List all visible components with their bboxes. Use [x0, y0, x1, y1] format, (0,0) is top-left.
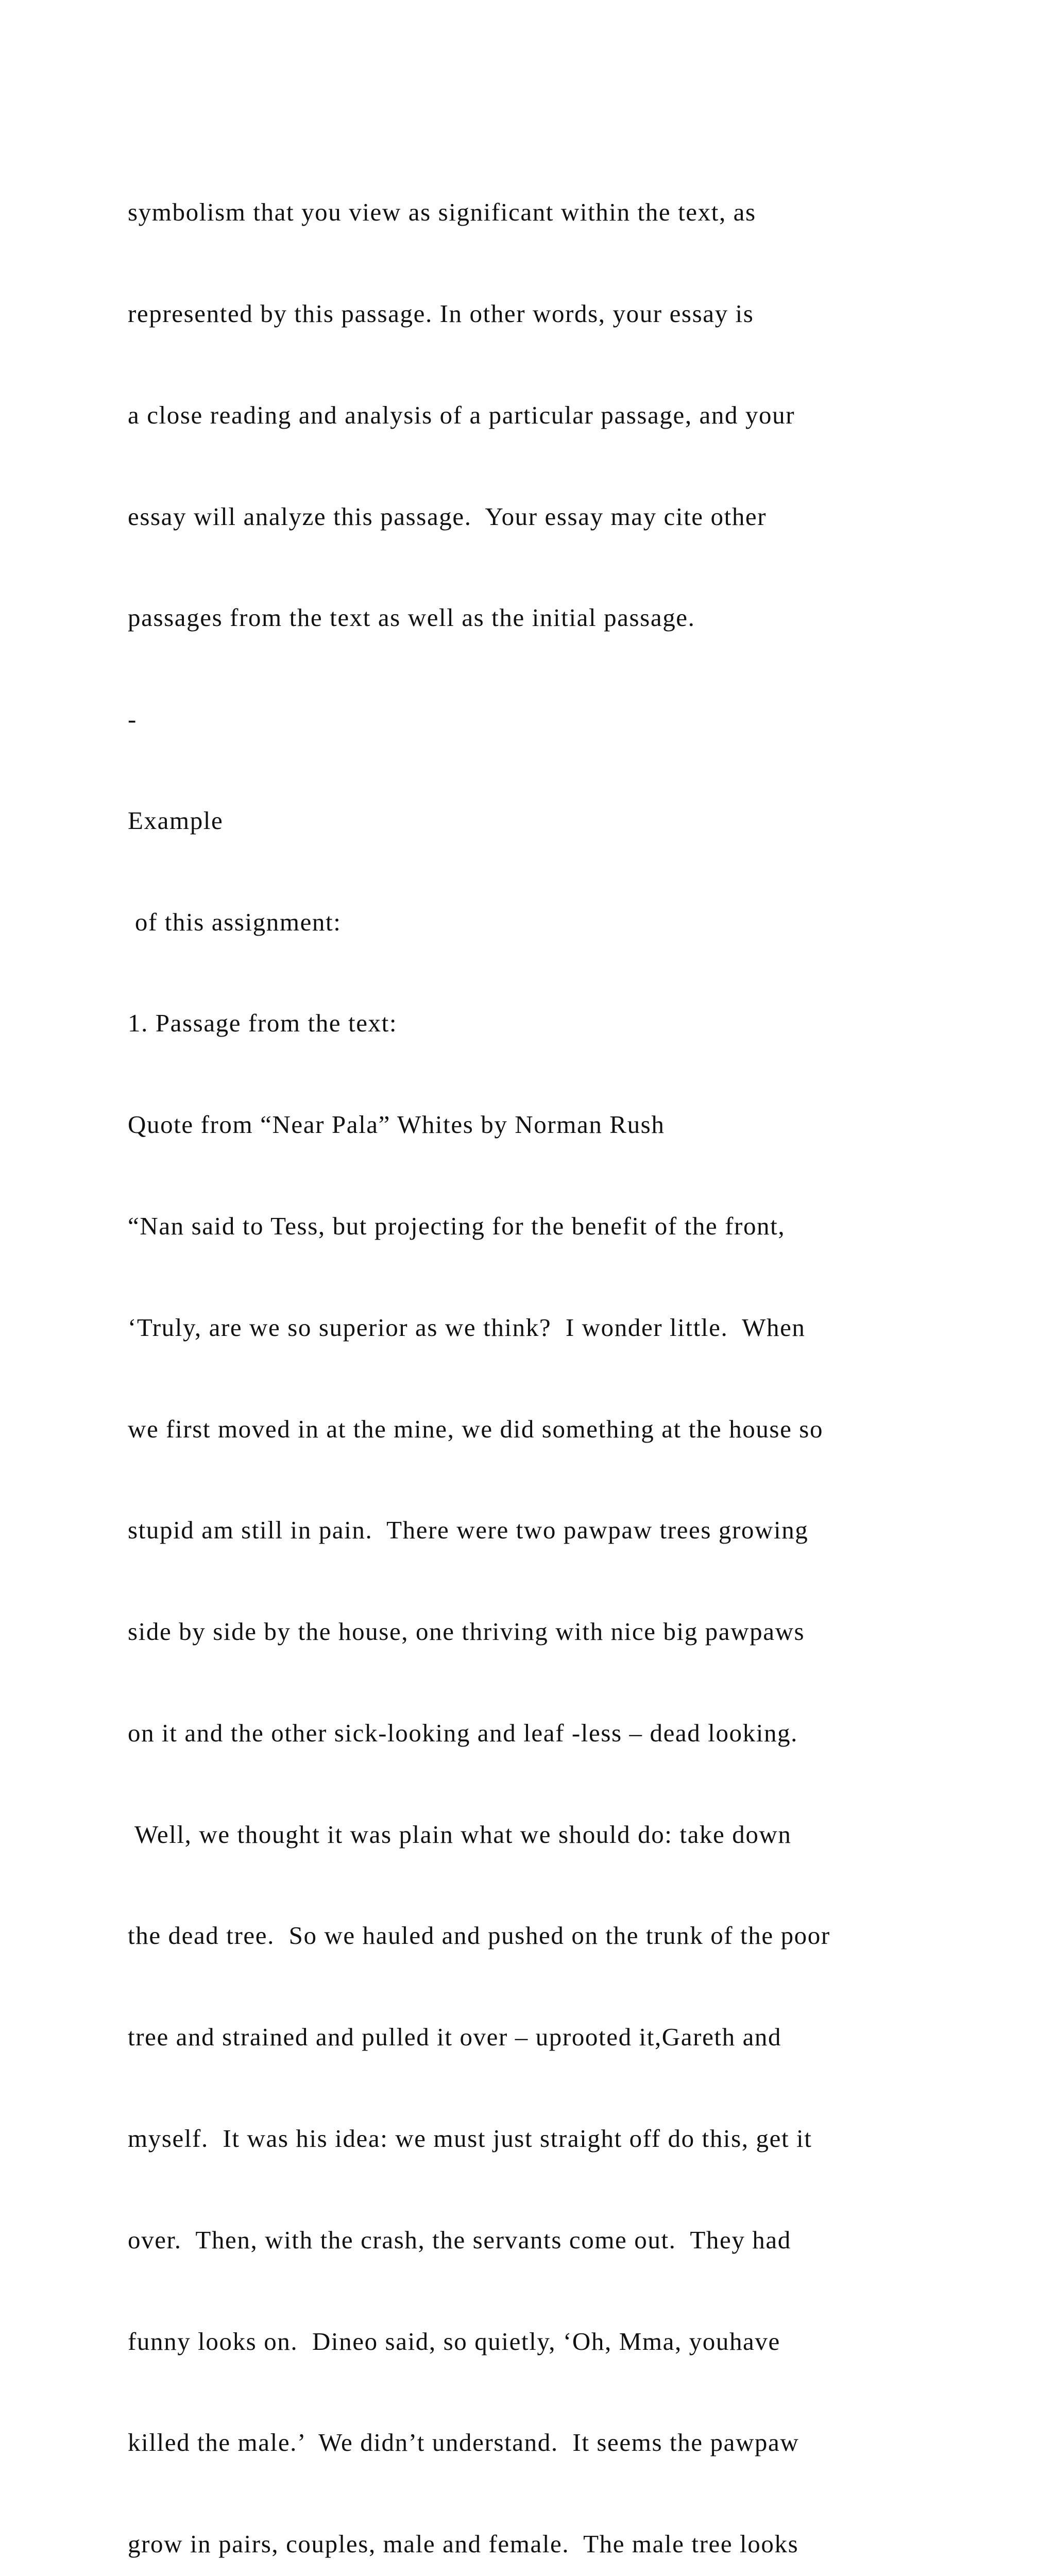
document-body: [128, 128, 1014, 2576]
quote-line: we first moved in at the mine, we did something at the house so: [128, 1414, 824, 1443]
quote-source: Quote from “Near Pala” Whites by Norman Rush: [128, 1110, 665, 1139]
quote-line: grow in pairs, couples, male and female. The male tree looks: [128, 2530, 799, 2558]
text-line: represented by this passage. In other words, your essay is: [128, 299, 754, 328]
example-heading: Example: [128, 806, 224, 835]
quote-line: myself. It was his idea: we must just straight off do this, get it: [128, 2124, 812, 2153]
separator-dash: -: [128, 705, 137, 734]
quote-line: side by side by the house, one thriving with nice big pawpaws: [128, 1617, 805, 1646]
text-line: a close reading and analysis of a particular passage, and your: [128, 400, 795, 429]
quote-line: over. Then, with the crash, the servants come out. They had: [128, 2225, 791, 2254]
text-line: essay will analyze this passage. Your essay may cite other: [128, 502, 767, 531]
quote-line: killed the male.’ We didn’t understand. It seems the pawpaw: [128, 2428, 799, 2457]
quote-line: on it and the other sick-looking and leaf -less – dead looking.: [128, 1718, 798, 1747]
quote-line: “Nan said to Tess, but projecting for the benefit of the front,: [128, 1212, 786, 1240]
quote-line: Well, we thought it was plain what we should do: take down: [128, 1820, 792, 1849]
quote-line: funny looks on. Dineo said, so quietly, ‘Oh, Mma, youhave: [128, 2327, 780, 2355]
text-line: passages from the text as well as the initial passage.: [128, 603, 695, 632]
example-heading-continued: of this assignment:: [128, 907, 342, 936]
quote-line: the dead tree. So we hauled and pushed on the trunk of the poor: [128, 1921, 830, 1950]
passage-label: 1. Passage from the text:: [128, 1009, 398, 1038]
text-line: symbolism that you view as significant within the text, as: [128, 198, 756, 227]
quote-line: ‘Truly, are we so superior as we think? I wonder little. When: [128, 1313, 806, 1342]
quote-line: stupid am still in pain. There were two pawpaw trees growing: [128, 1516, 809, 1545]
quote-line: tree and strained and pulled it over – uprooted it,Gareth and: [128, 2023, 782, 2052]
